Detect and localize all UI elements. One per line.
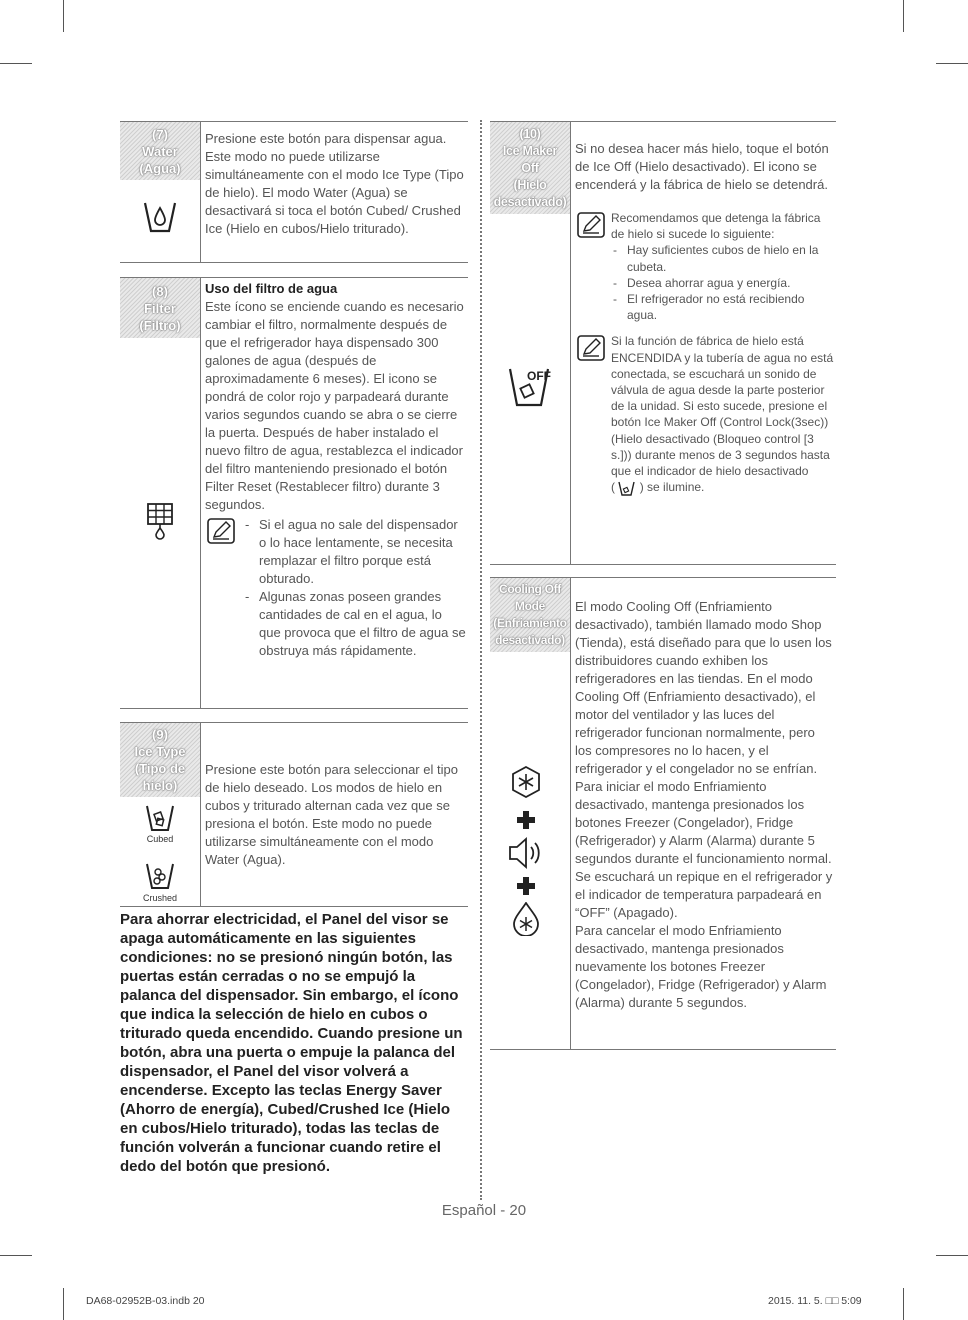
filter-icon [146, 502, 174, 540]
power-saving-paragraph: Para ahorrar electricidad, el Panel del visor se apaga automáticamente en las siguientes condiciones: no se presionó ningún botón, las puertas están cerradas o no se empujó la palanca del dispensador. Sin embargo, el ícono que indica la selección de hielo en cubos o triturado queda encendido. Cuando presione un botón, abra una puerta o empuje la palanca del dispensador, el Panel del visor volverá a encenderse. Excepto las teclas Energy Saver (Ahorro de energía), Cubed/Crushed Ice (Hielo en cubos/Hielo triturado), todas las teclas de función volverán a funcionar cuando retire el dedo del botón que presionó. [120, 911, 463, 1175]
crop-mark [903, 0, 904, 32]
icetype-section [120, 722, 468, 907]
filter-note-item: - Algunas zonas poseen grandes cantidades de cal en el agua, lo que provoca que el filtro de agua se obstruya más rápidamente. [243, 588, 466, 660]
cooling-description: El modo Cooling Off (Enfriamiento desactivado), también llamado modo Shop (Tienda), está diseñado para que lo usen los distribuidores cuando exhiben los refrigeradores en las tiendas. En el modo Cooling Off (Enfriamiento desactivado), el motor del ventilador y las luces del refrigerador funcionan normalmente, pero los compresores no lo hacen, y el refrigerador y el congelador no se enfrían. Para iniciar el modo Enfriamiento desactivado, mantenga presionados los botones Freezer (Congelador), Fridge (Refrigerador) y Alarm (Alarma) durante 5 segundos durante el funcionamiento normal. [575, 599, 832, 866]
print-date: 2015. 11. 5. □□ 5:09 [768, 1295, 862, 1307]
crop-mark [936, 63, 968, 64]
icemaker-label: (10) Ice Maker Off (Hielo desactivado) [490, 122, 570, 214]
filter-note-item: - Si el agua no sale del dispensador o lo hace lentamente, se necesita remplazar el filtro porque está obturado. [243, 516, 466, 588]
ice-off-icon [507, 366, 557, 408]
water-description: Presione este botón para dispensar agua. Este modo no puede utilizarse simultáneamente con el modo Ice Type (Tipo de hielo). El modo Water (Agua) se desactivará si toca el botón Cubed/ Crushed Ice (Hielo en cubos/Hielo triturado). [205, 131, 464, 236]
filter-title: Uso del filtro de agua [205, 281, 338, 296]
note-pencil-icon [577, 212, 605, 238]
crop-mark [0, 63, 32, 64]
filter-label: (8) Filter (Filtro) [120, 278, 200, 338]
icemaker-note-2: Si la función de fábrica de hielo está ENCENDIDA y la tubería de agua no está conectada, se escuchará un sonido de válvula de agua desde la parte posterior de la unidad. Si esto sucede, presione el botón Ice Maker Off (Control Lock(3sec)) (Hielo desactivado (Bloqueo control [3 s.])) durante menos de 3 segundos hasta que el indicador de hielo desactivado ( ) se ilumine. [575, 333, 834, 496]
cooling-cancel-text: Para cancelar el modo Enfriamiento desactivado, mantenga presionados nuevamente los botones Freezer (Congelador), Fridge (Refrigerador) y Alarm (Alarma) durante 5 segundos. [575, 923, 827, 1010]
column-divider [480, 120, 482, 1200]
water-section [120, 121, 468, 263]
filter-note [205, 516, 466, 660]
icemaker-description: Si no desea hacer más hielo, toque el botón de Ice Off (Hielo desactivado). El icono se encenderá y la fábrica de hielo se detendrá. [575, 141, 829, 192]
ice-off-small-icon [618, 480, 636, 496]
cooling-section [490, 577, 836, 1050]
icemaker-section [490, 121, 836, 565]
crop-mark [63, 0, 64, 32]
freezer-icon [511, 766, 541, 798]
crop-mark [63, 1288, 64, 1320]
plus-icon [516, 876, 536, 896]
crop-mark [0, 1255, 32, 1256]
file-info: DA68-02952B-03.indb 20 [86, 1295, 205, 1307]
cubed-ice-icon [144, 803, 176, 833]
page-number: Español - 20 [441, 1202, 527, 1219]
icetype-label: (9) Ice Type (Tipo de hielo) [120, 723, 200, 797]
crop-mark [936, 1255, 968, 1256]
cubed-caption: Cubed [146, 834, 174, 844]
water-glass-icon [142, 200, 178, 234]
ice-off-label: OFF [527, 369, 551, 383]
filter-section [120, 277, 468, 709]
cooling-chime-text: Se escuchará un repique en el refrigerador y el indicador de temperatura parpadeará en “OFF” (Apagado). [575, 869, 833, 920]
alarm-speaker-icon [507, 836, 547, 870]
water-label: (7) Water (Agua) [120, 122, 200, 180]
filter-description: Este ícono se enciende cuando es necesario cambiar el filtro, normalmente después de que el refrigerador haya dispensado 300 galones de agua (después de aproximadamente 6 meses). El icono se pondrá de color rojo y parpadeará durante varios segundos cuando se abra o se cierre la puerta. Después de haber instalado el nuevo filtro de agua, restablezca el indicador del filtro manteniendo presionado el botón Filter Reset (Restablecer filtro) durante 3 segundos. [205, 299, 464, 512]
icemaker-note-item: - Desea ahorrar agua y energía. [611, 275, 834, 291]
cooling-label: Cooling Off Mode (Enfriamiento desactivado) [490, 578, 570, 652]
crushed-ice-icon [144, 861, 176, 891]
icemaker-note-1: Recomendamos que detenga la fábrica de hielo si sucede lo siguiente: - Hay suficientes cubos de hielo en la cubeta. - Desea ahorrar agua y energía. - El refrigerador no está recibiendo agua. [575, 210, 834, 323]
crushed-caption: Crushed [142, 893, 178, 903]
fridge-icon [511, 902, 541, 936]
icemaker-note-item: - El refrigerador no está recibiendo agua. [611, 291, 834, 323]
note-pencil-icon [577, 335, 605, 361]
crop-mark [903, 1288, 904, 1320]
plus-icon [516, 810, 536, 830]
note-pencil-icon [207, 518, 235, 544]
icetype-description: Presione este botón para seleccionar el tipo de hielo deseado. Los modos de hielo en cubos y triturado alternan cada vez que se presiona el botón. Este modo no puede utilizarse simultáneamente con el modo Water (Agua). [205, 762, 458, 867]
icemaker-note-item: - Hay suficientes cubos de hielo en la cubeta. [611, 242, 834, 274]
